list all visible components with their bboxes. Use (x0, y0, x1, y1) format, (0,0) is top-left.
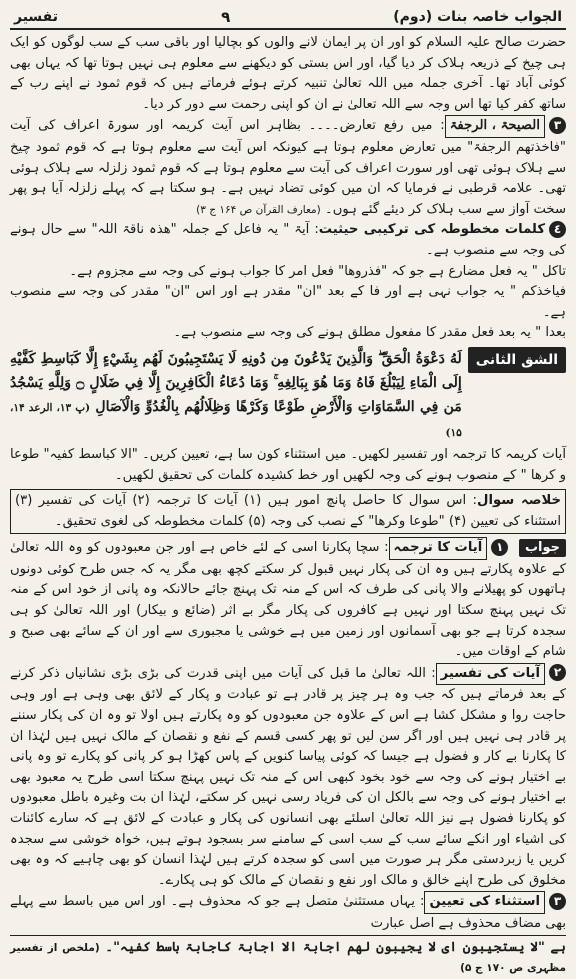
number-3b-badge: ٣ (549, 893, 566, 910)
page-content (10, 33, 566, 979)
number-3-badge: ٣ (549, 117, 566, 134)
header-subject: تفسیر (14, 9, 59, 25)
final-reference: (ملخص از تفسیر مظہری ص ۱۷۰ ج ۵) (10, 941, 566, 975)
paragraph-q3 (10, 115, 566, 220)
page-number: ٩ (221, 8, 231, 26)
a1-heading: آیات کا ترجمہ (389, 537, 488, 560)
paragraph-q4 (10, 220, 566, 261)
final-text: ہے "لا یستجیبون ای لا یجیبون لھم اجابۃ الا اجابۃ کاجابۃ باسط کفیہ"۔ (105, 939, 567, 955)
quran-verse (10, 347, 462, 445)
q4-heading: کلمات مخطوطہ کی ترکیبی حیثیت (318, 222, 545, 238)
paragraph-answer-2 (10, 663, 566, 892)
answer-label: جواب (519, 539, 566, 557)
paragraph-intro: حضرت صالح علیہ السلام کو اور ان پر ایمان لانے والوں کو بچالیا اور باقی سب کے سب لوگوں کو ایک ہی چیخ کے ذریعہ ہلاک کر دیا گیا، اور اس بستی کو دیکھنے سے معلوم ہی نہیں ہوتا تھا کہ یہاں بھی کوئی آباد تھا۔ آخری جملہ میں اللہ تعالیٰ تنبیہ کرتے ہوئے فرماتے ہیں کہ قوم ثمود نے اپنے رب کے ساتھ کفر کیا تھا اس وجہ سے اللہ تعالیٰ نے ان کو اپنی رحمت سے دور کر دیا۔ (10, 35, 566, 112)
question-summary (10, 489, 566, 534)
q3-body: : میں رفع تعارض۔۔۔۔ بظاہر اس آیت کریمہ اور سورۃ اعراف کی آیت "فاخذتھم الرجفۃ" میں تعارض معلوم ہوتا ہے کیونکہ اس آیت سے معلوم ہوتا ہے کہ قوم ثمود چیخ سے ہلاک ہوئی تھی اور سورت اعراف کی آیت سے معلوم ہوتا ہے کہ قوم ثمود زلزلہ سے ہلاک ہوئی تھی۔ علامہ قرطبی نے فرمایا کہ ان میں کوئی تضاد نہیں ہے۔ ہو سکتا ہے کہ پہلے زلزلہ آیا ہو پھر سخت آواز سے سب ہلاک کر دیئے گئے ہوں۔ (10, 118, 566, 217)
paragraph-answer-1 (10, 537, 566, 663)
a2-heading: آیات کی تفسیر (436, 663, 545, 686)
a2-body: : اللہ تعالیٰ ما قبل کی آیات میں اپنی قدرت کی بڑی بڑی نشانیاں ذکر کرنے کے بعد فرماتے ہیں کہ جب وہ ہر چیز پر قادر ہے تو عبادت و پکار کے لائق بھی وہی ہے اور وہی حاجت روا و مشکل کشا ہے اس کے علاوہ جن معبودوں کو وہ پکارتے ہیں اولا تو وہ ان کی پکار سننے پر قادر ہی نہیں ہیں اور اگر سن لیں تو پھر کسی قسم کے نفع و نقصان کے مالک نہیں ہیں لہٰذا ان کا پکارنا بے کار و فضول ہے جیسا کہ کوئی پیاسا کنویں کے پاس کھڑا ہو کر پانی کو پکارے تو وہ پانی بے اختیار ہونے کی وجہ سے خود بخود کبھی اس کے منہ تک نہیں پہنچ سکتا اسی طرح یہ معبود بھی بے اختیار ہونے کی وجہ سے بالکل ان کی فریاد رسی نہیں کر سکتے، لہٰذا ان بت وغیرہ باطل معبودوں کو پکارنا فضول ہے نیز اللہ تعالیٰ اسلئے بھی انسانوں کی پکار و عبادت کے لائق ہے کہ سارے کائنات کی اشیاء اور انکے سائے سب کے سب اسی کے سامنے سر بسجود ہوتے ہیں، خواہ خوشی سے سجدہ کریں یا زبردستی مگر ہر صورت میں اسی کو سجدہ کرتے ہیں لہٰذا انسان کو بھی چاہیے کہ وہ بھی مخلوق کی طرح اپنے خالق و مالک اور نفع و نقصان کے مالک کو ہی پکارے۔ (10, 665, 566, 888)
q3-heading: الصیحۃ ، الرجفۃ (445, 115, 545, 138)
a3-heading: استثناء کی تعیین (424, 891, 545, 914)
header-book-title: الجواب خاصہ بنات (دوم) (393, 9, 562, 25)
a3-body: : یہاں مستثنیٰ متصل ہے جو کہ محذوف ہے۔ اور اس میں باسط سے پہلے بھی مضاف محذوف ہے اصل عبارت (10, 894, 566, 931)
page-header (10, 6, 566, 30)
summary-label: خلاصہ سوال (477, 493, 562, 509)
paragraph-answer-3 (10, 891, 566, 934)
a1-body: : سچا پکارنا اسی کے لئے خاص ہے اور جن معبودوں کو وہ اللہ تعالیٰ کے علاوہ پکارتے ہیں وہ ان کی پکار نہیں قبول کر سکتے کچھ بھی مگر یہ کہ جس طرح کوئی دونوں ہاتھوں کو پھیلانے والا پانی کی طرف کہ اس کے منہ تک پہنچ جائے حالانکہ وہ پانی از خود اس کے منہ تک نہیں پہنچ سکتا اور نہیں ہے کافروں کی پکار مگر بے اثر (ضائع و بیکار) اور اللہ تعالیٰ کو ہی سجدہ کرتا ہے جو بھی آسمانوں اور زمین میں ہے خوشی یا مجبوری سے اور ان کے سائے بھی صبح و شام کے اوقات میں۔ (10, 540, 566, 660)
q4-body: : آیۃ " یہ فاعل کے جملہ "ھذہ ناقۃ اللہ" سے حال ہونے کی وجہ سے منصوب ہے۔ (10, 222, 566, 258)
paragraph-q4-d: بعدا " یہ بعد فعل مقدر کا مفعول مطلق ہونے کی وجہ سے منصوب ہے۔ (173, 325, 566, 341)
quran-reference: (پ ۱۳، الرعد ۱۴، ۱۵) (10, 401, 462, 439)
q3-reference: (معارف القرآن ص ۱۶۴ ج ۳) (196, 203, 321, 216)
paragraph-q4-c: فیاخذکم " یہ جواب نہی ہے اور فا کے بعد "ان" مقدر ہے اور اس "ان" مقدر کی وجہ سے منصوب ہے۔ (10, 284, 566, 320)
quran-text: لَهُ دَعْوَةُ الْحَقِّ ۖ وَالَّذِينَ يَدْعُونَ مِن دُونِهِ لَا يَسْتَجِيبُونَ لَهُم بِشَيْءٍ إِلَّا كَبَاسِطِ كَفَّيْهِ إِلَى الْمَاءِ لِيَبْلُغَ فَاهُ وَمَا هُوَ بِبَالِغِهِ ۚ وَمَا دُعَاءُ الْكَافِرِينَ إِلَّا فِي ضَلَالٍ ۝ وَلِلَّهِ يَسْجُدُ مَن فِي السَّمَاوَاتِ وَالْأَرْضِ طَوْعًا وَكَرْهًا وَظِلَالُهُم بِالْغُدُوِّ وَالْآصَالِ (10, 350, 462, 415)
number-1-badge: ١ (491, 539, 508, 556)
summary-text: : اس سوال کا حاصل پانچ امور ہیں (۱) آیات کا ترجمہ (۲) آیات کی تفسیر (۳) استثناء کی تعیین (۴) "طوعا وکرھا" کے نصب کی وجہ (۵) کلمات مخطوطہ کی لغوی تحقیق۔ (15, 493, 561, 529)
section-two-label: الشق الثانی (468, 347, 566, 373)
section-two-quran (10, 347, 566, 445)
paragraph-final (10, 935, 566, 979)
number-2-badge: ٢ (549, 664, 566, 681)
paragraph-q4-b: تاکل " یہ فعل مضارع ہے جو کہ "فذروھا" فعل امر کا جواب ہونے کی وجہ سے مجزوم ہے۔ (69, 263, 566, 279)
paragraph-question: آیات کریمہ کا ترجمہ اور تفسیر لکھیں۔ میں استثناء کون سا ہے، تعیین کریں۔ "الا کباسط کفیہ" طوعا و کرھا " کے منصوب ہونے کی وجہ لکھیں اور خط کشیدہ کلمات کی تحقیق لکھیں۔ (10, 446, 566, 483)
number-4-badge: ٤ (549, 221, 566, 238)
